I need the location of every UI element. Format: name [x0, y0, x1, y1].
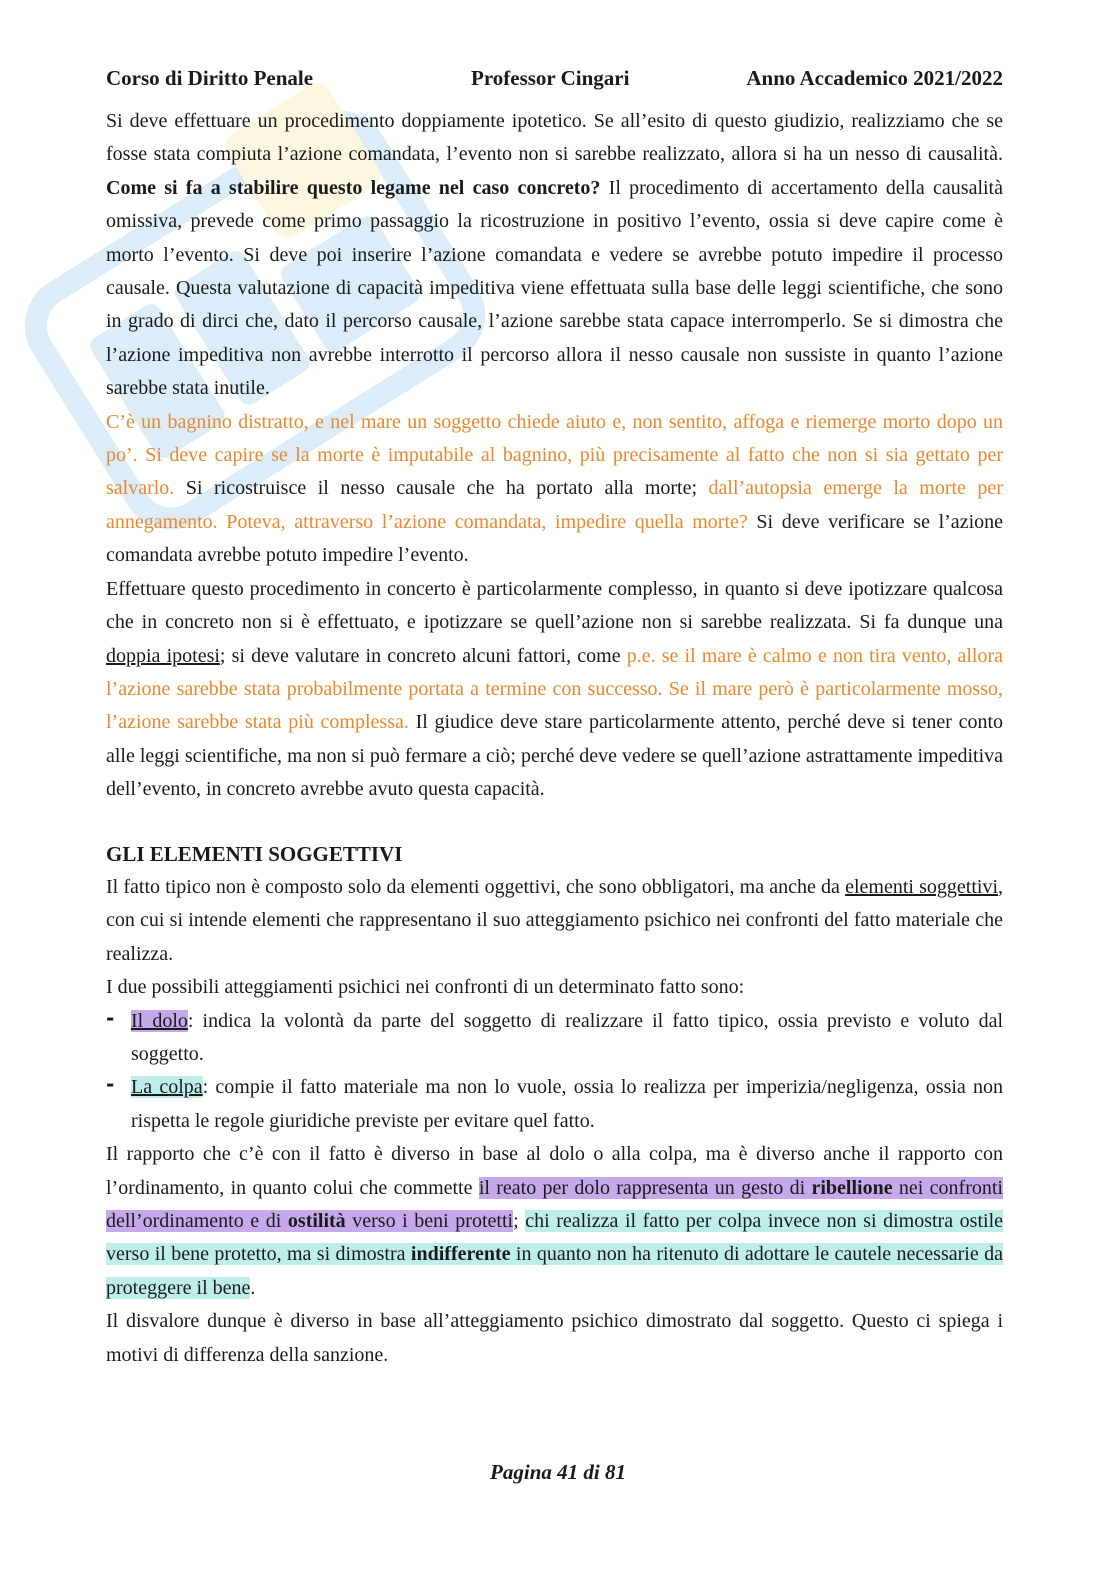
bold-question: Come si fa a stabilire questo legame nel caso concreto? [106, 176, 601, 199]
example-text: p.e. se il mare è calmo e non tira vento, allora l’azione sarebbe stata probabilmente portata a termine con successo. Se il mare però è particolarmente mosso, l’azione sarebbe stata più complessa. [106, 644, 1004, 734]
list-item-colpa: - La colpa: compie il fatto materiale ma non lo vuole, ossia lo realizza per imperizia/negligenza, ossia non rispetta le regole giuridiche previste per evitare quel fatto. [106, 1071, 1003, 1138]
header-professor: Professor Cingari [471, 66, 630, 90]
example-text: C’è un bagnino distratto, e nel mare un soggetto chiede aiuto e, non sentito, affoga e riemerge morto dopo un po’. Si deve capire se la morte è imputabile al bagnino, più precisamente al fatto che non si sia gettato per salvarlo. [106, 410, 1003, 500]
paragraph-lifeguard-example: C’è un bagnino distratto, e nel mare un soggetto chiede aiuto e, non sentito, affoga e riemerge morto dopo un po’. Si deve capire se la morte è imputabile al bagnino, più precisamente al fatto che non si sia gettato per salvarlo. Si ricostruisce il nesso causale che ha portato alla morte; dall’autopsia emerge la morte per annegamento. Poteva, attraverso l’azione comandata, impedire quella morte? Si deve verificare se l’azione comandata avrebbe potuto impedire l’evento. [106, 410, 1003, 567]
paragraph-relationship: Il rapporto che c’è con il fatto è diverso in base al dolo o alla colpa, ma è diverso anche il rapporto con l’ordinamento, in quanto colui che commette il reato per dolo rappresenta un gesto di ribellione nei confronti dell’ordinamento e di ostilità verso i beni protetti; chi realizza il fatto per colpa invece non si dimostra ostile verso il bene protetto, ma si dimostra indifferente in quanto non ha ritenuto di adottare le cautele necessarie da proteggere il bene. [106, 1143, 1004, 1299]
page-header [106, 66, 1003, 96]
paragraph-conclusion: Il disvalore dunque è diverso in base all’atteggiamento psichico dimostrato dal soggetto. Questo ci spiega i motivi di differenza della sanzione. [106, 1310, 1003, 1366]
term-dolo: Il dolo [131, 1009, 188, 1032]
term-colpa: La colpa [131, 1076, 203, 1099]
document-body [106, 105, 1003, 1372]
highlight-dolo: il reato per dolo rappresenta un gesto di ribellione nei confronti dell’ordinamento e di ostilità verso i beni protetti [106, 1176, 1003, 1232]
underlined-term: doppia ipotesi [106, 644, 220, 667]
section-title: GLI ELEMENTI SOGGETTIVI [106, 841, 403, 866]
highlight-colpa: chi realizza il fatto per colpa invece non si dimostra ostile verso il bene protetto, ma si dimostra indifferente in quanto non ha ritenuto di adottare le cautele necessarie da proteggere il bene [106, 1210, 1004, 1299]
paragraph-subjective-elements: Il fatto tipico non è composto solo da elementi oggettivi, che sono obbligatori, ma anche da elementi soggettivi, con cui si intende elementi che rappresentano il suo atteggiamento psichico nei confronti del fatto materiale che realizza. [106, 875, 1004, 965]
underlined-term: elementi soggettivi [845, 875, 999, 898]
header-course: Corso di Diritto Penale [106, 66, 314, 90]
paragraph-double-hypothesis: Effettuare questo procedimento in concerto è particolarmente complesso, in quanto si deve ipotizzare qualcosa che in concreto non si è effettuato, e ipotizzare se quell’azione non si sarebbe realizzata. Si fa dunque una doppia ipotesi; si deve valutare in concreto alcuni fattori, come p.e. se il mare è calmo e non tira vento, allora l’azione sarebbe stata probabilmente portata a termine con successo. Se il mare però è particolarmente mosso, l’azione sarebbe stata più complessa. Il giudice deve stare particolarmente attento, perché deve si tener conto alle leggi scientifiche, ma non si può fermare a ciò; perché deve vedere se quell’azione astrattamente impeditiva dell’evento, in concreto avrebbe avuto questa capacità. [106, 577, 1004, 801]
list-item-dolo: - Il dolo: indica la volontà da parte del soggetto di realizzare il fatto tipico, ossia previsto e voluto dal soggetto. [106, 1005, 1003, 1072]
page-number: Pagina 41 di 81 [490, 1460, 626, 1484]
example-text: dall’autopsia emerge la morte per annegamento. Poteva, attraverso l’azione comandata, impedire quella morte? [106, 477, 1003, 533]
attitudes-list [106, 1005, 1003, 1139]
paragraph-attitudes-intro: I due possibili atteggiamenti psichici nei confronti di un determinato fatto sono: [106, 976, 745, 999]
paragraph-causal-procedure: Si deve effettuare un procedimento doppiamente ipotetico. Se all’esito di questo giudizio, realizziamo che se fosse stata compiuta l’azione comandata, l’evento non si sarebbe realizzato, allora si ha un nesso di causalità. Come si fa a stabilire questo legame nel caso concreto? Il procedimento di accertamento della causalità omissiva, prevede come primo passaggio la ricostruzione in positivo l’evento, ossia si deve capire come è morto l’evento. Si deve poi inserire l’azione comandata e vedere se avrebbe potuto impedire il processo causale. Questa valutazione di capacità impeditiva viene effettuata sulla base delle leggi scientifiche, che sono in grado di dirci che, dato il percorso causale, l’azione sarebbe stata capace interromperlo. Se si dimostra che l’azione impeditiva non avrebbe interrotto il percorso allora il nesso causale non sussiste in quanto l’azione sarebbe stata inutile. [106, 110, 1003, 400]
header-academic-year: Anno Accademico 2021/2022 [746, 66, 1003, 90]
